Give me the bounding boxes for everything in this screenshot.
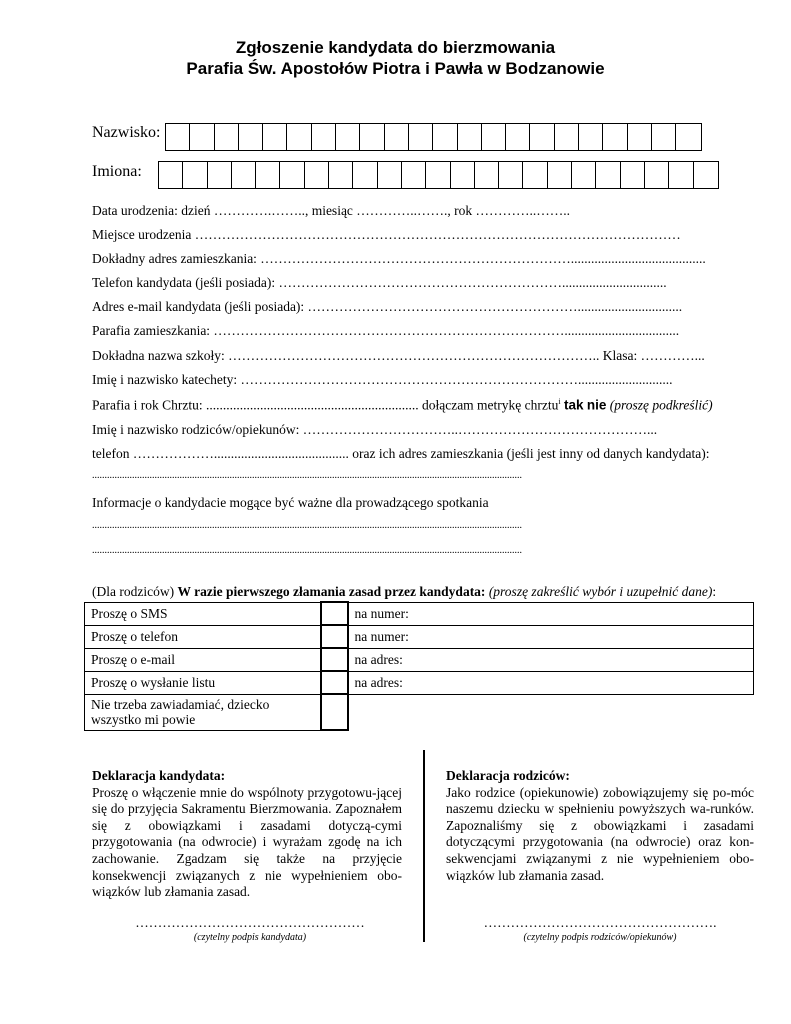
baptism-no[interactable]: nie xyxy=(586,397,607,413)
page-title-line2: Parafia Św. Apostołów Piotra i Pawła w Bodzanowie xyxy=(186,59,605,78)
option-detail[interactable]: na adres: xyxy=(348,648,754,671)
baptism-field[interactable] xyxy=(92,397,713,414)
last-option-line2: wszystko mi powie xyxy=(91,712,196,727)
dotted-line[interactable]: ............................................................................................................................................................................ xyxy=(92,545,522,556)
candidate-signature-caption: (czytelny podpis kandydata) xyxy=(193,932,307,943)
option-checkbox[interactable] xyxy=(321,648,348,671)
option-label: Proszę o telefon xyxy=(85,625,321,648)
last-option-line1: Nie trzeba zawiadamiać, dziecko xyxy=(91,697,270,712)
phone-field[interactable]: Telefon kandydata (jeśli posiada): ………………………………………………………............................... xyxy=(92,275,667,290)
intro-bold: W razie pierwszego złamania zasad przez kandydata: xyxy=(177,584,486,599)
table-row xyxy=(85,602,754,625)
table-row xyxy=(85,671,754,694)
baptism-prefix: Parafia i rok Chrztu: ............................................................... dołączam metrykę chrztu xyxy=(92,397,559,413)
notification-options-table xyxy=(84,601,754,731)
option-label: Proszę o wysłanie listu xyxy=(85,671,321,694)
intro-prefix: (Dla rodziców) xyxy=(92,584,178,599)
parents-signature-caption: (czytelny podpis rodziców/opiekunów) xyxy=(523,932,677,943)
catechist-field[interactable]: Imię i nazwisko katechety: …………………………………………………………………............................ xyxy=(92,372,673,387)
baptism-yes[interactable]: tak xyxy=(564,397,584,413)
parents-intro xyxy=(92,584,716,600)
intro-suffix: : xyxy=(712,584,717,599)
option-checkbox[interactable] xyxy=(321,671,348,694)
baptism-hint: (proszę podkreślić) xyxy=(609,397,713,413)
table-row xyxy=(85,694,754,730)
footnote-marker: i xyxy=(558,397,561,406)
school-field[interactable]: Dokładna nazwa szkoły: ……………………………………………………………………….. Klasa: …………... xyxy=(92,348,705,363)
parents-phone-field[interactable]: telefon ………………........................................ oraz ich adres zamieszkania (jeśli jest inny od danych kandydata): xyxy=(92,446,710,461)
names-boxes[interactable] xyxy=(158,161,719,189)
parents-declaration-title: Deklaracja rodziców: xyxy=(446,768,570,783)
candidate-signature-line[interactable]: …………………………………………… xyxy=(135,915,365,930)
parents-declaration xyxy=(446,768,754,884)
parents-field[interactable]: Imię i nazwisko rodziców/opiekunów: ……………………………..……………………………………... xyxy=(92,422,658,437)
option-checkbox[interactable] xyxy=(321,694,348,730)
dotted-line[interactable]: ............................................................................................................................................................................ xyxy=(92,520,522,531)
option-label xyxy=(85,694,321,730)
table-row xyxy=(85,648,754,671)
birth-date-field[interactable]: Data urodzenia: dzień ………….…….., miesiąc …………..……., rok …………..…….. xyxy=(92,203,571,218)
option-label: Proszę o e-mail xyxy=(85,648,321,671)
dotted-line[interactable]: ............................................................................................................................................................................ xyxy=(92,470,522,481)
option-detail[interactable]: na adres: xyxy=(348,671,754,694)
option-checkbox[interactable] xyxy=(321,625,348,648)
empty-cell xyxy=(348,694,754,730)
option-label: Proszę o SMS xyxy=(85,602,321,625)
candidate-declaration-text: Proszę o włączenie mnie do wspólnoty przygotowu-jącej się do przyjęcia Sakramentu Bierzmowania. Zapoznałem się z obowiązkami i zasadami dotyczą-cymi przygotowania (na odwrocie) i wyrażam zgodę na ich zachowanie. Zgadzam się także na przyjęcie konsekwencji związanych z nie wypełnieniem obo-wiązków lub złamania zasad. xyxy=(92,784,402,900)
email-field[interactable]: Adres e-mail kandydata (jeśli posiada): ……………………………………………………............................... xyxy=(92,299,683,314)
page-title-line1: Zgłoszenie kandydata do bierzmowania xyxy=(235,38,556,57)
option-checkbox[interactable] xyxy=(321,602,348,625)
candidate-declaration-title: Deklaracja kandydata: xyxy=(92,768,226,783)
intro-italic: (proszę zakreślić wybór i uzupełnić dane) xyxy=(485,584,713,599)
names-label: Imiona: xyxy=(92,163,142,180)
option-detail[interactable]: na numer: xyxy=(348,602,754,625)
parish-field[interactable]: Parafia zamieszkania: …………………………………………………………………….................................. xyxy=(92,323,680,338)
info-label: Informacje o kandydacie mogące być ważne dla prowadzącego spotkania xyxy=(92,495,489,510)
parents-declaration-text: Jako rodzice (opiekunowie) zobowiązujemy się po-móc naszemu dziecku w spełnieniu powyższych wa-runków. Zapoznaliśmy się z obowiązkami i zasadami dotyczącymi przygotowania (na odwrocie) oraz kon-sekwencjami związanymi z nie wypełnieniem obo-wiązków lub złamania zasad. xyxy=(446,784,754,883)
table-row xyxy=(85,625,754,648)
birth-place-field[interactable]: Miejsce urodzenia ……………………………………………………………………………………………… xyxy=(92,227,681,242)
column-divider xyxy=(423,750,425,942)
parents-signature-line[interactable]: ……………………………………………. xyxy=(483,915,717,930)
surname-boxes[interactable] xyxy=(165,123,702,151)
surname-label: Nazwisko: xyxy=(92,124,161,141)
address-field[interactable]: Dokładny adres zamieszkania: ……………………………………………………………........................................ xyxy=(92,251,706,266)
option-detail[interactable]: na numer: xyxy=(348,625,754,648)
candidate-declaration xyxy=(92,768,402,901)
